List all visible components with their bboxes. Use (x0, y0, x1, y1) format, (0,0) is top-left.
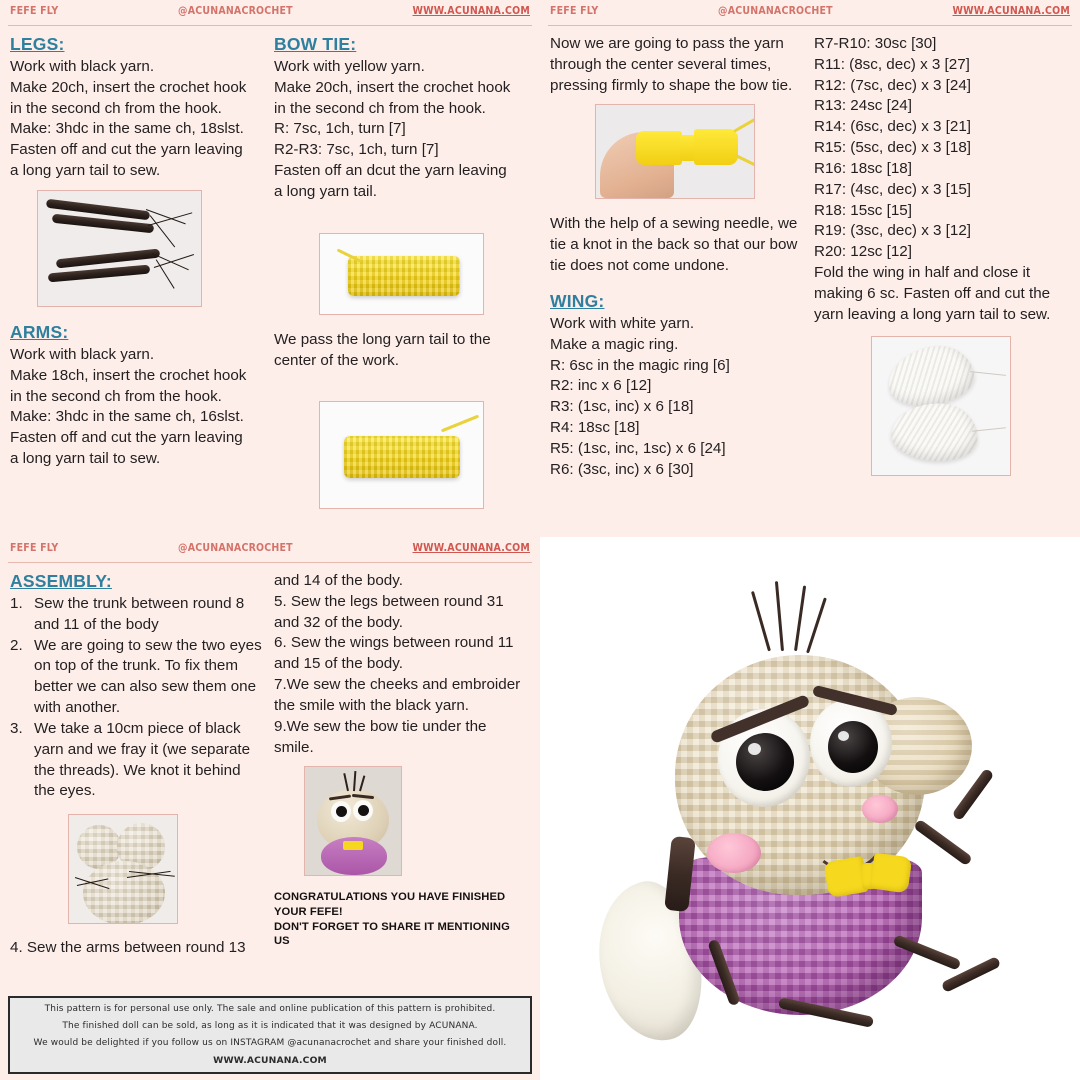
wing-instructions-left (550, 314, 804, 481)
content-columns (0, 26, 540, 517)
eye-glint-right (838, 731, 849, 741)
brand-header (540, 0, 1080, 26)
bow-shaping-note: Now we are going to pass the yarn through the center several times, pressing firmly to shape the bow tie. (550, 35, 793, 94)
congrats-line: YOUR FEFE! (274, 906, 343, 919)
column-assembly-continued (274, 571, 528, 959)
congratulations-text (274, 890, 528, 948)
legal-notice-box (8, 996, 532, 1074)
wing-heading: WING: (550, 290, 605, 311)
assembly-eyes-photo-content (69, 815, 177, 923)
legal-line: The finished doll can be sold, as long as it is indicated that it was designed by ACUNANA. (62, 1021, 478, 1031)
assembly-item-four: 4. Sew the arms between round 13 (10, 939, 246, 957)
column-bow-knot-wing (550, 34, 804, 481)
arms-line: Make: 3hdc in the same ch, 16slst. (10, 408, 244, 426)
finished-doll-thumbnail-content (305, 767, 401, 875)
assembly-cont-line: and 14 of the body. (274, 572, 403, 589)
wing-line: R11: (8sc, dec) x 3 [27] (814, 55, 970, 73)
legal-line: We would be delighted if you follow us on INSTAGRAM @acunanacrochet and share your finished doll. (33, 1038, 507, 1048)
assembly-cont-line: 9.We sew the bow tie under the smile. (274, 717, 487, 756)
assembly-eyes-photo (68, 814, 178, 924)
assembly-item (10, 594, 264, 636)
arms-instructions (10, 345, 264, 470)
assembly-item-text: Sew the trunk between round 8 and 11 of the body (34, 595, 245, 633)
panel-finished-doll-photo (540, 537, 1080, 1080)
assembly-item-number: 3. (10, 719, 23, 737)
assembly-item-number: 1. (10, 595, 23, 612)
bowtie-line: Make 20ch, insert the crochet hook (274, 78, 511, 96)
finished-doll-photo (540, 537, 1080, 1080)
bowtie-line: in the second ch from the hook. (274, 99, 486, 117)
legs-line: in the second ch from the hook. (10, 99, 222, 117)
eye-glint-left (748, 743, 761, 755)
legs-line: Make 20ch, insert the crochet hook (10, 78, 247, 96)
brand-name: FEFE FLY (10, 542, 59, 554)
legs-line: a long yarn tail to sew. (10, 162, 161, 180)
wing-photo (871, 336, 1011, 476)
brand-website[interactable]: WWW.ACUNANA.COM (412, 542, 530, 554)
doll-pupil-left (736, 733, 794, 791)
wing-line: R7-R10: 30sc [30] (814, 35, 937, 52)
brand-instagram: @ACUNANACROCHET (178, 542, 293, 554)
brand-website[interactable]: WWW.ACUNANA.COM (412, 5, 530, 17)
assembly-cont-line: 6. Sew the wings between round 11 and 15 of the body. (274, 634, 514, 673)
wing-line: R20: 12sc [12] (814, 243, 912, 261)
wing-line: R14: (6sc, dec) x 3 [21] (814, 118, 972, 136)
legs-heading: LEGS: (10, 34, 65, 54)
brand-instagram: @ACUNANACROCHET (178, 5, 293, 17)
column-bowtie (274, 34, 528, 517)
wing-line: R6: (3sc, inc) x 6 [30] (550, 460, 694, 478)
bowtie-line: a long yarn tail. (274, 182, 377, 200)
congrats-line: DON'T FORGET TO SHARE IT MENTIONING US (274, 920, 510, 948)
legs-line: Work with black yarn. (10, 58, 155, 75)
legal-line: This pattern is for personal use only. The sale and online publication of this pattern is prohibited. (44, 1004, 496, 1014)
wing-line: R3: (1sc, inc) x 6 [18] (550, 398, 694, 416)
bowtie-instructions (274, 57, 528, 203)
wing-line: Work with white yarn. (550, 314, 695, 332)
bowtie-line: R: 7sc, 1ch, turn [7] (274, 120, 406, 138)
wing-line: R15: (5sc, dec) x 3 [18] (814, 139, 972, 157)
column-assembly-steps (10, 571, 264, 959)
content-columns (540, 26, 1080, 481)
bowtie-line: Work with yellow yarn. (274, 58, 425, 75)
assembly-heading: ASSEMBLY: (10, 571, 112, 591)
congrats-line: CONGRATULATIONS YOU HAVE FINISHED (274, 891, 506, 904)
finished-doll-illustration (540, 537, 1080, 1080)
assembly-cont-line: 7.We sew the cheeks and embroider the smile with the black yarn. (274, 676, 521, 714)
wing-line: R13: 24sc [24] (814, 97, 912, 115)
doll-bowtie-right-loop (870, 853, 913, 894)
content-columns (0, 563, 540, 959)
wing-photo-content (872, 337, 1010, 475)
legs-photo-content (38, 191, 201, 306)
bowtie-strip-photo-2-content (320, 402, 483, 508)
arms-line: Work with black yarn. (10, 345, 155, 363)
doll-arm-upper-right (913, 819, 973, 867)
bowtie-note: We pass the long yarn tail to the center of the work. (274, 330, 491, 369)
bowtie-strip-photo-content (320, 234, 483, 314)
brand-header (0, 537, 540, 563)
legs-line: Fasten off and cut the yarn leaving (10, 141, 243, 159)
arms-heading: ARMS: (10, 321, 69, 342)
bow-knot-photo (595, 104, 755, 199)
brand-name: FEFE FLY (10, 5, 59, 17)
wing-line: R18: 15sc [15] (814, 201, 912, 219)
legs-line: Make: 3hdc in the same ch, 18slst. (10, 120, 244, 138)
bowtie-heading: BOW TIE: (274, 34, 357, 54)
wing-instructions-right (814, 34, 1068, 263)
bowtie-line: R2-R3: 7sc, 1ch, turn [7] (274, 141, 439, 159)
wing-line: R2: inc x 6 [12] (550, 377, 652, 395)
bow-knot-photo-content (596, 105, 754, 198)
brand-name: FEFE FLY (550, 5, 599, 17)
wing-line: R19: (3sc, dec) x 3 [12] (814, 222, 972, 240)
column-legs-arms (10, 34, 264, 517)
assembly-item (10, 719, 264, 802)
bowtie-strip-photo-2 (319, 401, 484, 509)
column-wing-rounds (814, 34, 1068, 481)
wing-line: R: 6sc in the magic ring [6] (550, 356, 730, 374)
wing-line: R12: (7sc, dec) x 3 [24] (814, 76, 972, 94)
assembly-cont-line: 5. Sew the legs between round 31 and 32 of the body. (274, 592, 504, 631)
panel-assembly (0, 537, 540, 1080)
arms-line: a long yarn tail to sew. (10, 450, 161, 468)
wing-line: R4: 18sc [18] (550, 419, 640, 437)
doll-cheek-left (707, 833, 761, 873)
panel-legs-arms-bowtie (0, 0, 540, 537)
brand-instagram: @ACUNANACROCHET (718, 5, 833, 17)
brand-header (0, 0, 540, 26)
wing-line: R16: 18sc [18] (814, 159, 912, 177)
finished-doll-thumbnail-photo (304, 766, 402, 876)
bowtie-strip-photo (319, 233, 484, 315)
assembly-item-text: We are going to sew the two eyes on top of the trunk. To fix them better we can also sew them one with another. (34, 636, 262, 717)
legs-photo (37, 190, 202, 307)
assembly-item (10, 636, 264, 719)
doll-pupil-right (828, 721, 878, 773)
assembly-item-number: 2. (10, 636, 23, 654)
brand-website[interactable]: WWW.ACUNANA.COM (952, 5, 1070, 17)
wing-line: Make a magic ring. (550, 335, 679, 353)
wing-line: R5: (1sc, inc, 1sc) x 6 [24] (550, 439, 726, 457)
arms-line: Make 18ch, insert the crochet hook (10, 366, 247, 384)
assembly-item-text: We take a 10cm piece of black yarn and we fray it (we separate the threads). We knot it behind the eyes. (34, 719, 251, 800)
arms-line: Fasten off and cut the yarn leaving (10, 429, 243, 447)
bow-knot-note: With the help of a sewing needle, we tie a knot in the back so that our bow tie does not come undone. (550, 215, 798, 275)
legal-website: WWW.ACUNANA.COM (213, 1055, 327, 1066)
legs-instructions (10, 57, 264, 182)
panel-wing (540, 0, 1080, 537)
wing-closing-note: Fold the wing in half and close it making 6 sc. Fasten off and cut the yarn leaving a long yarn tail to sew. (814, 264, 1051, 323)
wing-line: R17: (4sc, dec) x 3 [15] (814, 180, 972, 198)
arms-line: in the second ch from the hook. (10, 387, 222, 405)
bowtie-line: Fasten off an dcut the yarn leaving (274, 162, 507, 180)
